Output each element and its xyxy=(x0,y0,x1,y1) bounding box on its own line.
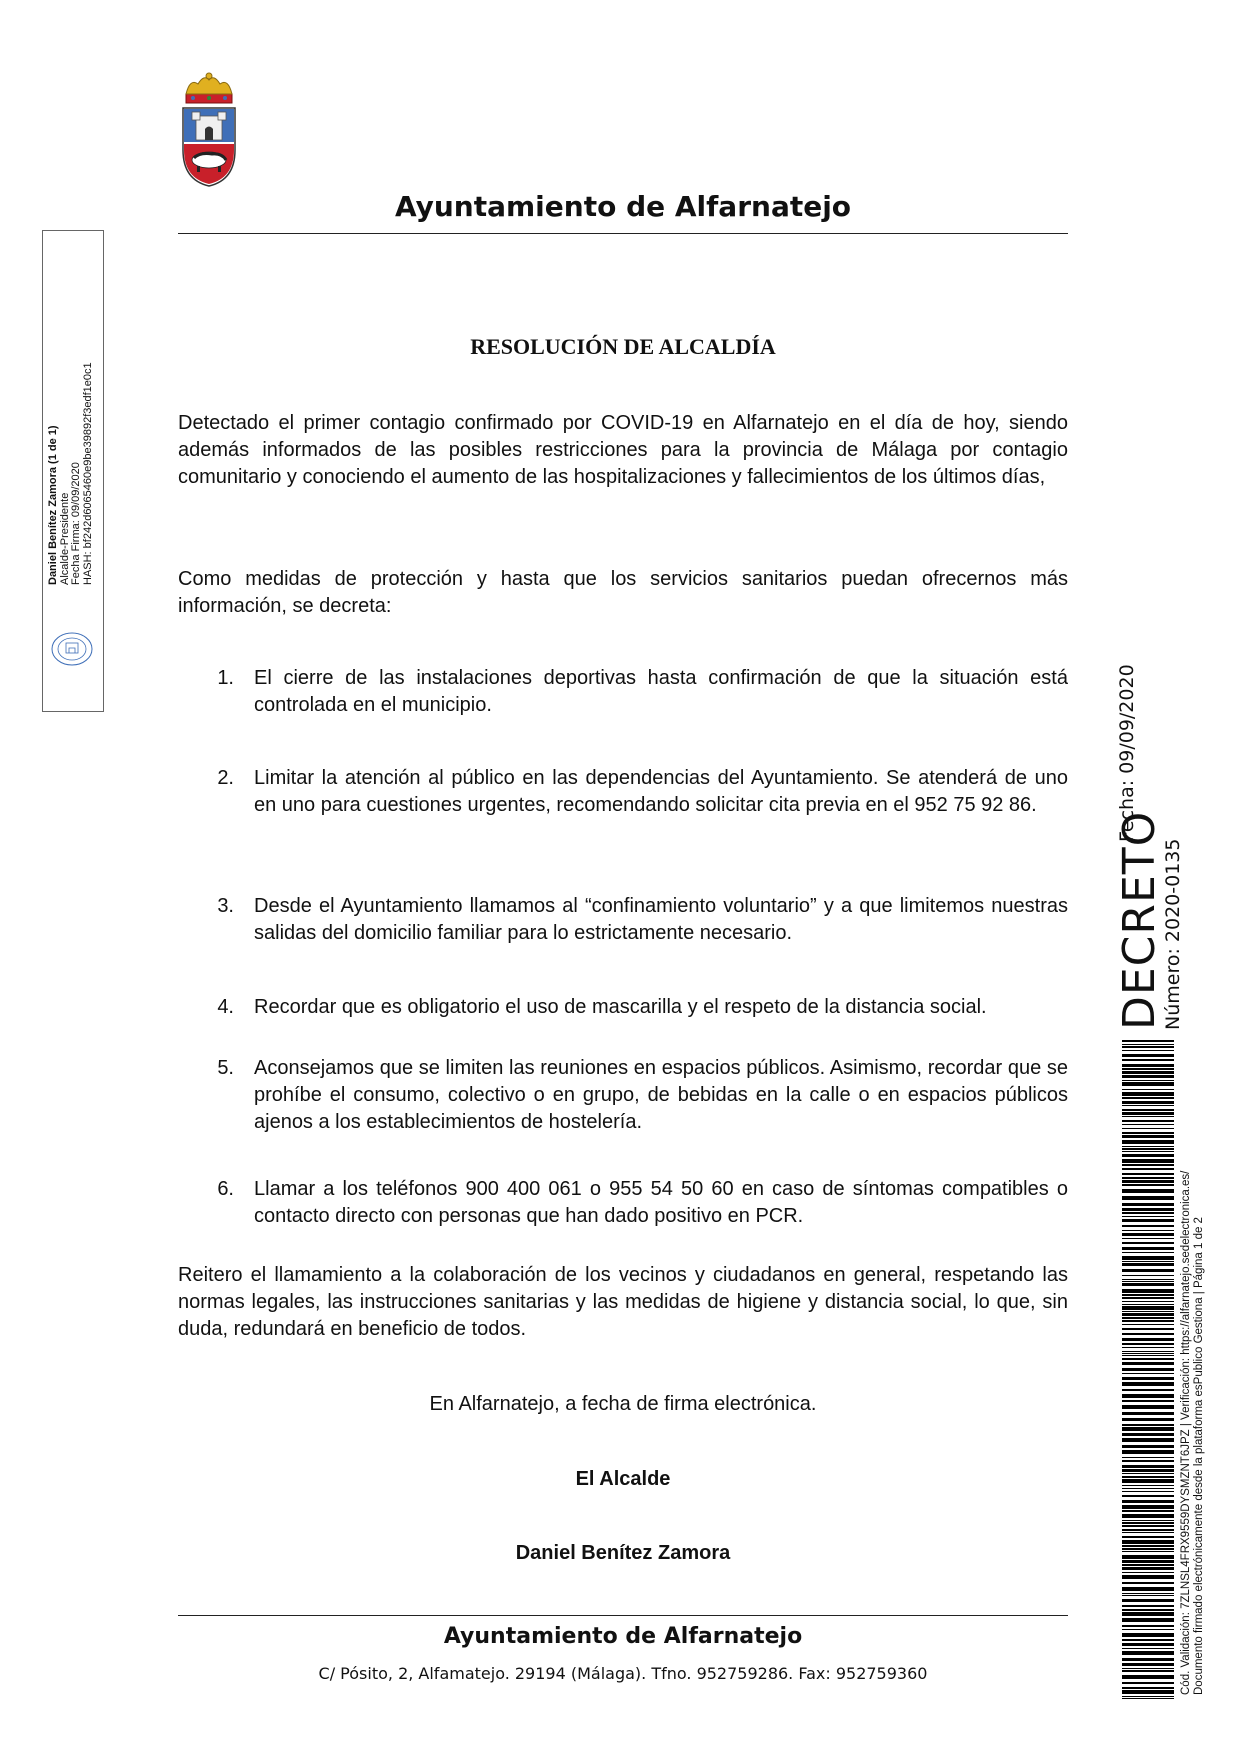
header-title: Ayuntamiento de Alfarnatejo xyxy=(394,190,852,223)
footer-divider xyxy=(178,1615,1068,1616)
signature-role: Alcalde-Presidente xyxy=(58,492,71,585)
decree-date: Fecha: 09/09/2020 xyxy=(1116,664,1138,842)
list-item-text: Desde el Ayuntamiento llamamos al “confinamiento voluntario” y a que limitemos nuestras salidas del domicilio familiar para lo estrictamente necesario. xyxy=(254,895,1068,944)
list-item xyxy=(208,665,1068,719)
barcode-icon xyxy=(1122,1040,1174,1700)
list-item-number: 6. xyxy=(217,1178,234,1200)
decree-label: DECRETO xyxy=(1114,810,1165,1030)
verification-platform-line: Documento firmado electrónicamente desde la plataforma esPublico Gestiona | Página 1 de 2 xyxy=(1192,1217,1205,1695)
list-item-text: El cierre de las instalaciones deportivas hasta confirmación de que la situación está controlada en el municipio. xyxy=(254,667,1068,716)
header-divider xyxy=(178,233,1068,234)
list-item-text: Aconsejamos que se limiten las reuniones en espacios públicos. Asimismo, recordar que se prohíbe el consumo, colectivo o en grupo, de bebidas en la calle o en espacios públicos ajenos a los establecimientos de hostelería. xyxy=(254,1057,1068,1133)
list-item-number: 4. xyxy=(217,996,234,1018)
list-item-text: Llamar a los teléfonos 900 400 061 o 955 54 50 60 en caso de síntomas compatibles o contacto directo con personas que han dado positivo en PCR. xyxy=(254,1178,1068,1227)
list-item-text: Recordar que es obligatorio el uso de mascarilla y el respeto de la distancia social. xyxy=(254,996,987,1018)
signature-hash: HASH: bf242d6065460e9be39892f3edf1e0c1 xyxy=(81,362,94,585)
footer-address: C/ Pósito, 2, Alfamatejo. 29194 (Málaga). Tfno. 952759286. Fax: 952759360 xyxy=(318,1664,928,1683)
list-item-number: 2. xyxy=(217,767,234,789)
signer-name: Daniel Benítez Zamora xyxy=(515,1542,731,1564)
list-item-text: Limitar la atención al público en las dependencias del Ayuntamiento. Se atenderá de uno en uno para cuestiones urgentes, recomendando solicitar cita previa en el 952 75 92 86. xyxy=(254,767,1068,816)
list-item xyxy=(208,765,1068,819)
list-item-number: 3. xyxy=(217,895,234,917)
list-item-number: 5. xyxy=(217,1057,234,1079)
list-item xyxy=(208,893,1068,947)
footer-name: Ayuntamiento de Alfarnatejo xyxy=(443,1624,803,1649)
coat-of-arms-logo xyxy=(178,72,240,188)
signer-role: El Alcalde xyxy=(575,1468,671,1490)
verification-code-line: Cód. Validación: 7ZLNSL4FRX9559DYSMZNT6JPZ | Verificación: https://alfarnatejo.sedelectronica.es/ xyxy=(1180,1170,1192,1695)
decree-number: Número: 2020-0135 xyxy=(1162,838,1184,1030)
signature-date: Fecha Firma: 09/09/2020 xyxy=(70,462,82,585)
verification-text xyxy=(1180,1171,1205,1695)
signature-signer: Daniel Benítez Zamora (1 de 1) xyxy=(47,425,59,585)
closing-paragraph: Reitero el llamamiento a la colaboración de los vecinos y ciudadanos en general, respetando las normas legales, las instrucciones sanitarias y las medidas de higiene y distancia social, lo que, sin duda, redundará en beneficio de todos. xyxy=(178,1264,1068,1340)
measures-intro-paragraph: Como medidas de protección y hasta que los servicios sanitarios puedan ofrecernos más información, se decreta: xyxy=(178,568,1068,617)
list-item-number: 1. xyxy=(217,667,234,689)
official-seal-icon xyxy=(51,632,93,666)
list-item xyxy=(208,1055,1068,1136)
document-title: RESOLUCIÓN DE ALCALDÍA xyxy=(470,334,776,359)
intro-paragraph: Detectado el primer contagio confirmado por COVID-19 en Alfarnatejo en el día de hoy, siendo además informados de las posibles restricciones para la provincia de Málaga por contagio comunitario y conociendo el aumento de las hospitalizaciones y fallecimientos de los últimos días, xyxy=(178,412,1068,488)
list-item xyxy=(208,1176,1068,1230)
signature-details xyxy=(48,362,94,585)
place-date: En Alfarnatejo, a fecha de firma electrónica. xyxy=(429,1393,817,1415)
list-item xyxy=(208,994,1068,1021)
